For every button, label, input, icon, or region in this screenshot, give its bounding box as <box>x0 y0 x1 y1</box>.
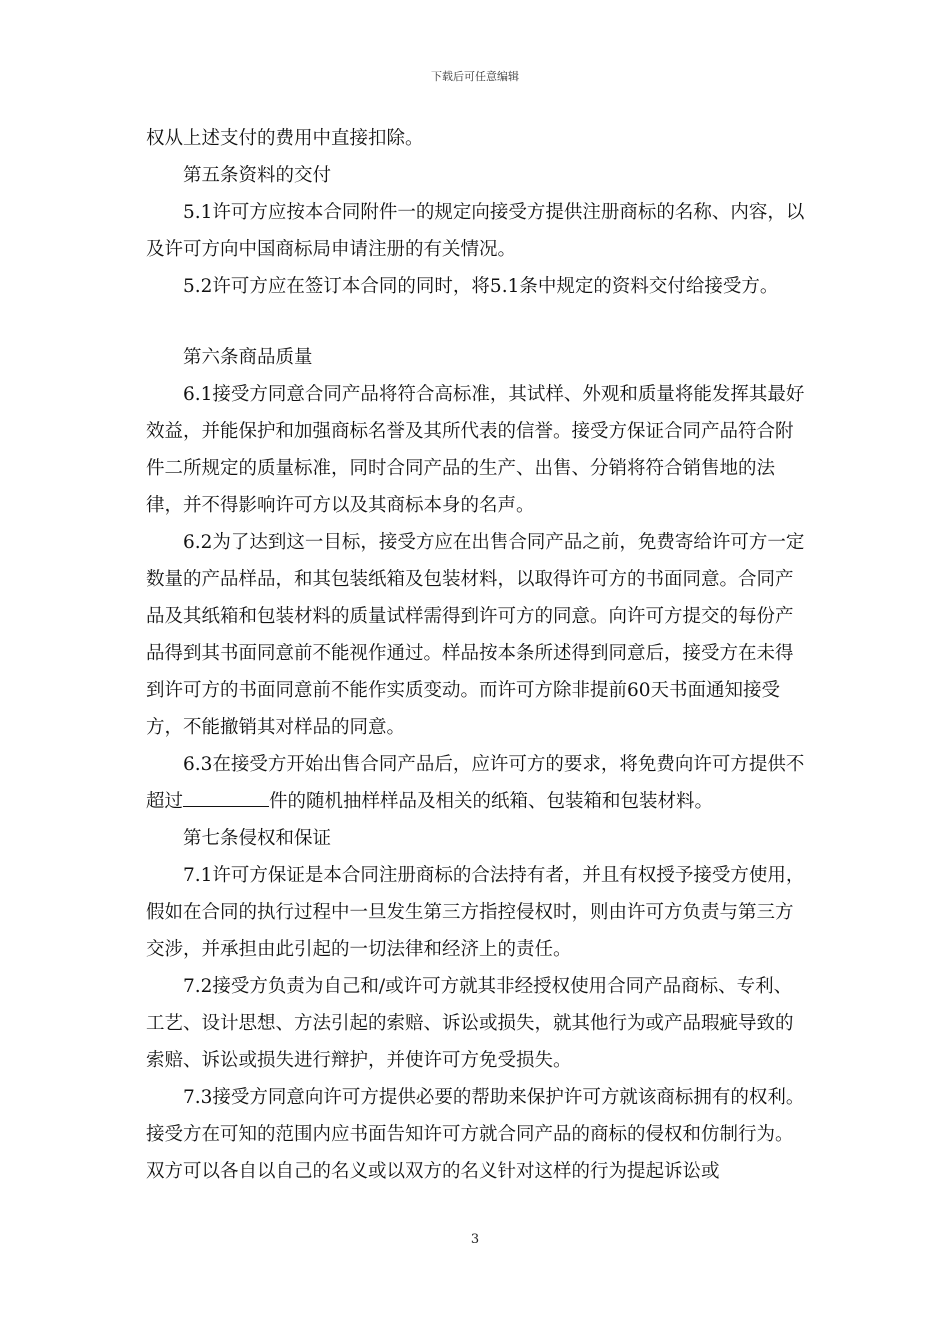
clause-7-3: 7.3接受方同意向许可方提供必要的帮助来保护许可方就该商标拥有的权利。接受方在可知的范围内应书面告知许可方就合同产品的商标的侵权和仿制行为。双方可以各自以自己的名义或以双方的名义针对这样的行为提起诉讼或 <box>146 1087 805 1182</box>
section-spacer <box>146 305 810 339</box>
page-number: 3 <box>470 1232 480 1247</box>
clause-6-3-text-after: 件的随机抽样样品及相关的纸箱、包装箱和包装材料。 <box>269 791 714 812</box>
article-5-heading: 第五条资料的交付 <box>183 165 332 186</box>
clause-5-2: 5.2许可方应在签订本合同的同时，将5.1条中规定的资料交付给接受方。 <box>183 276 779 297</box>
clause-6-2: 6.2为了达到这一目标，接受方应在出售合同产品之前，免费寄给许可方一定数量的产品样品，和其包装纸箱及包装材料，以取得许可方的书面同意。合同产品及其纸箱和包装材料的质量试样需得到许可方的同意。向许可方提交的每份产品得到其书面同意前不能视作通过。样品按本条所述得到同意后，接受方在未得到许可方的书面同意前不能作实质变动。而许可方除非提前60天书面通知接受方，不能撤销其对样品的同意。 <box>146 532 805 738</box>
clause-6-3-text-before: 6.3在接受方开始出售合同产品后，应许可方的要求，将免费向许可方提供不超过 <box>146 754 805 812</box>
fill-in-blank <box>183 790 269 807</box>
article-7-heading: 第七条侵权和保证 <box>183 828 332 849</box>
document-body <box>146 120 810 1190</box>
clause-7-2: 7.2接受方负责为自己和/或许可方就其非经授权使用合同产品商标、专利、工艺、设计思想、方法引起的索赔、诉讼或损失，就其他行为或产品瑕疵导致的索赔、诉讼或损失进行辩护，并使许可方免受损失。 <box>146 976 794 1071</box>
clause-6-3 <box>146 746 810 820</box>
clause-7-1: 7.1许可方保证是本合同注册商标的合法持有者，并且有权授予接受方使用，假如在合同的执行过程中一旦发生第三方指控侵权时，则由许可方负责与第三方交涉，并承担由此引起的一切法律和经济上的责任。 <box>146 865 805 960</box>
paragraph-continuation: 权从上述支付的费用中直接扣除。 <box>146 128 424 149</box>
article-6-heading: 第六条商品质量 <box>183 347 313 368</box>
page-header: 下载后可任意编辑 <box>431 70 519 83</box>
clause-5-1: 5.1许可方应按本合同附件一的规定向接受方提供注册商标的名称、内容，以及许可方向中国商标局申请注册的有关情况。 <box>146 202 805 260</box>
clause-6-1: 6.1接受方同意合同产品将符合高标准，其试样、外观和质量将能发挥其最好效益，并能保护和加强商标名誉及其所代表的信誉。接受方保证合同产品符合附件二所规定的质量标准，同时合同产品的生产、出售、分销将符合销售地的法律，并不得影响许可方以及其商标本身的名声。 <box>146 384 805 516</box>
